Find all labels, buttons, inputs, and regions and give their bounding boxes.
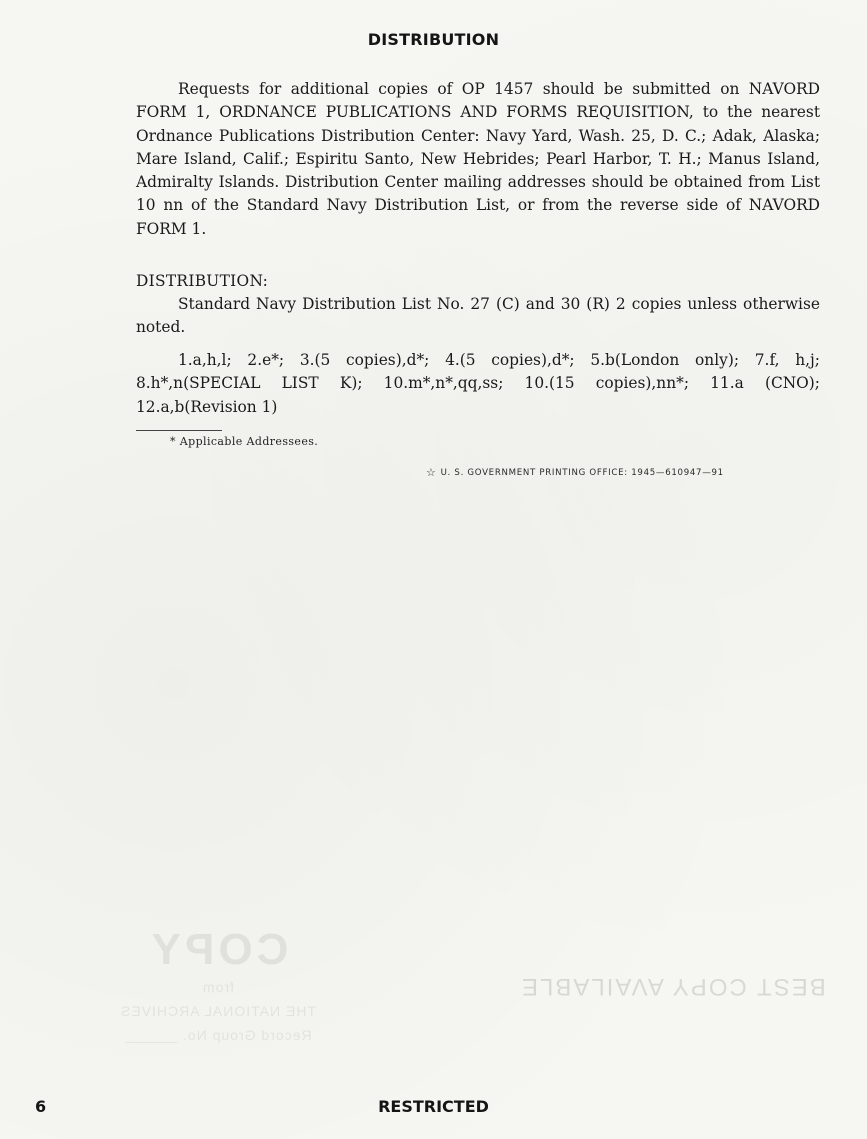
distribution-codes-paragraph: 1.a,h,l; 2.e*; 3.(5 copies),d*; 4.(5 copies),d*; 5.b(London only); 7.f, h,j; 8.h*,n(SPECIAL LIST K); 10.m*,n*,qq,ss; 10.(15 copies),nn*; 11.a (CNO); 12.a,b(Revision 1) [136,351,820,416]
standard-list-paragraph: Standard Navy Distribution List No. 27 (C) and 30 (R) 2 copies unless otherwise noted. [136,295,820,337]
printing-office-text: U. S. GOVERNMENT PRINTING OFFICE: 1945—610947—91 [440,468,724,478]
archive-stamp-bleedthrough [58,925,378,1047]
page-number: 6 [35,1097,47,1116]
stamp-line: Record Group No. ______ [124,1027,312,1043]
printing-office-line [426,466,724,479]
distribution-label: DISTRIBUTION: [136,272,269,290]
page-title: DISTRIBUTION [367,30,500,49]
intro-paragraph: Requests for additional copies of OP 1457 should be submitted on NAVORD FORM 1, ORDNANCE PUBLICATIONS AND FORMS REQUISITION, to the nearest Ordnance Publications Distribution Center: Navy Yard, Wash. 25, D. C.; Adak, Alaska; Mare Island, Calif.; Espiritu Santo, New Hebrides; Pearl Harbor, T. H.; Manus Island, Admiralty Islands. Distribution Center mailing addresses should be obtained from List 10 nn of the Standard Navy Distribution List, or from the reverse side of NAVORD FORM 1. [136,80,820,238]
stamp-line: THE NATIONAL ARCHIVES [119,1003,317,1019]
classification-label: RESTRICTED [378,1097,489,1116]
star-icon: ☆ [426,466,437,479]
footnote: * Applicable Addressees. [170,435,319,448]
best-copy-banner-bleedthrough: BEST COPY AVAILABLE [520,973,826,1000]
stamp-line: from [202,979,234,995]
stamp-copy-text: COPY [147,925,289,974]
footnote-divider [136,430,222,431]
